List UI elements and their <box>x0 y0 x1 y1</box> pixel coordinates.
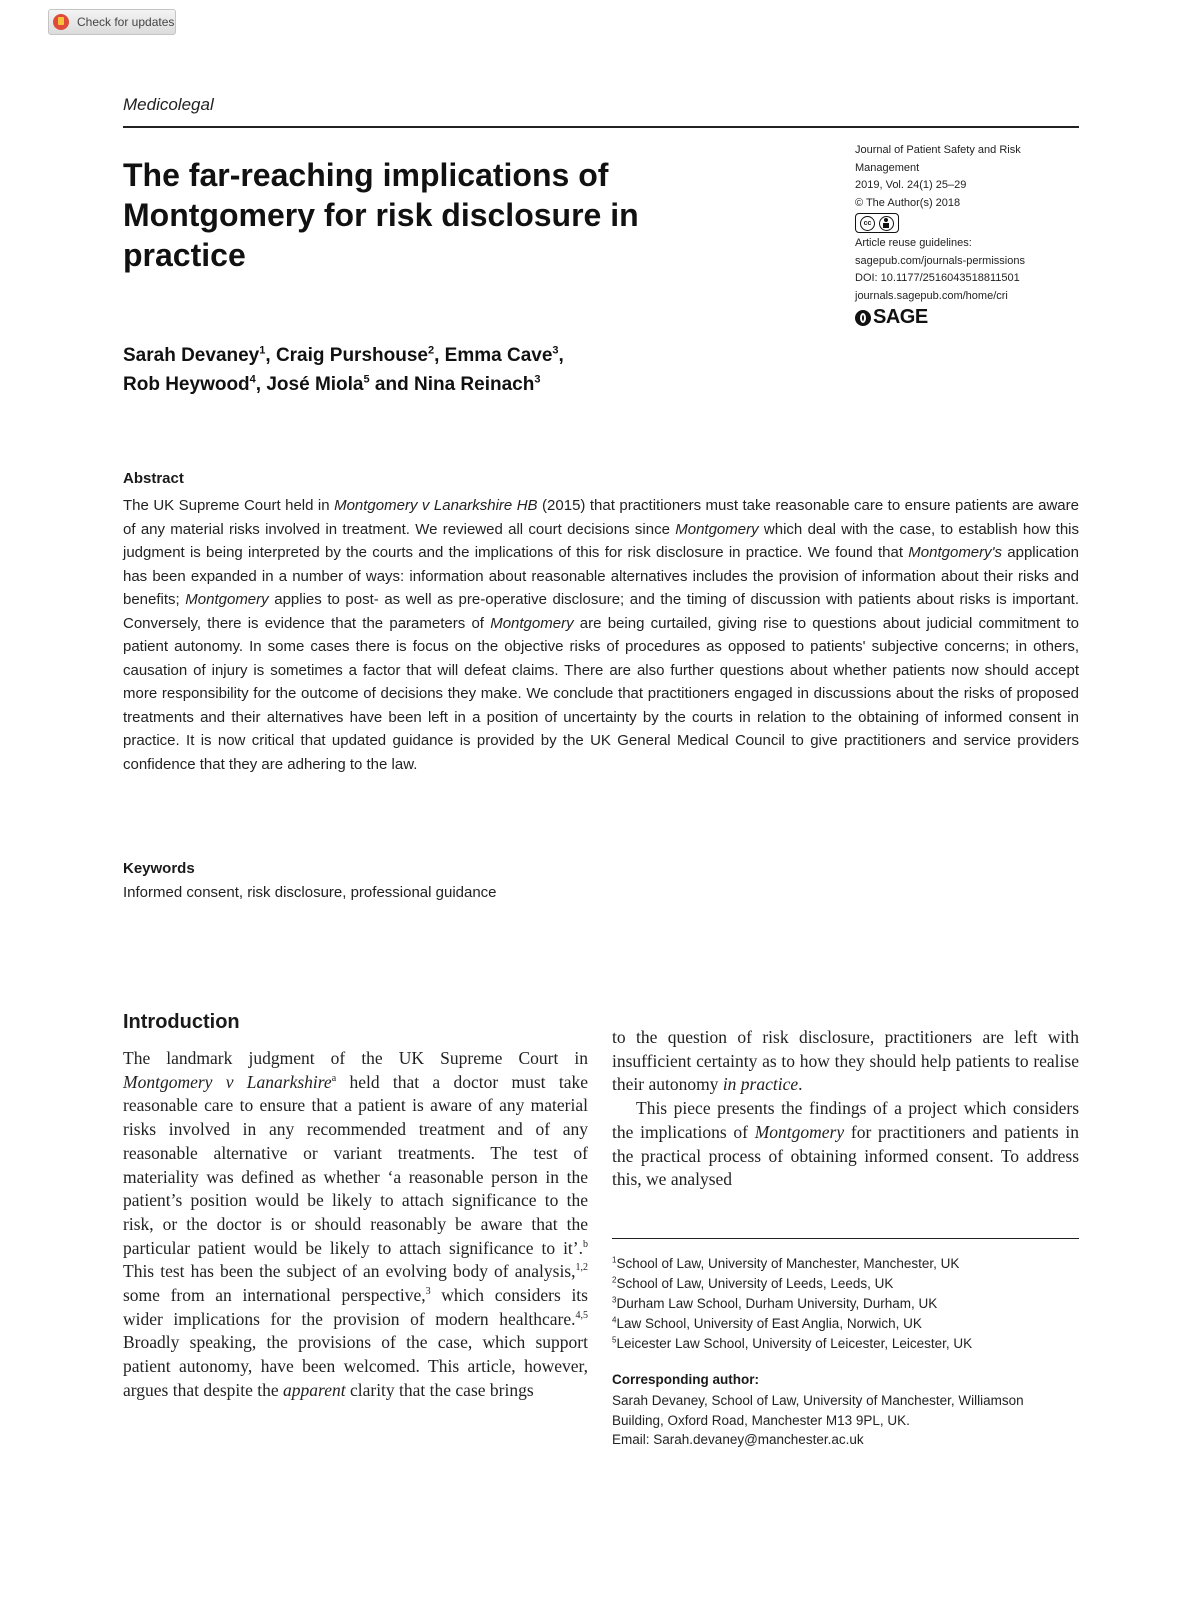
affiliation: $^2$School of Law, University of Leeds, Leeds, UK <box>612 1275 894 1291</box>
author: Emma Cave$^3$, <box>444 344 564 366</box>
affiliations-rule <box>612 1238 1079 1239</box>
affiliation: $^5$Leicester Law School, University of Leicester, Leicester, UK <box>612 1335 973 1351</box>
paragraph: This piece presents the findings of a project which considers the implications of Montgomery for practitioners and patients in the practical process of obtaining informed consent. To address this, we analysed <box>612 1098 1079 1190</box>
author: José Miola$^5$ and <box>266 373 414 395</box>
body-column-left <box>123 1047 588 1403</box>
author: Rob Heywood$^4$, <box>123 373 267 395</box>
crossmark-icon <box>53 14 69 30</box>
journal-link[interactable]: journals.sagepub.com/home/cri <box>855 289 1008 302</box>
corresponding-author: Sarah Devaney, School of Law, University of Manchester, Williamson Building, Oxford Road, Manchester M13 9PL, UK. Email: Sarah.devaney@manchester.ac.uk <box>612 1393 1024 1447</box>
journal-name-line1: Journal of Patient Safety and Risk <box>855 144 1021 156</box>
check-for-updates-label: Check for updates <box>77 15 175 29</box>
affiliations <box>612 1254 1079 1354</box>
body-column-right <box>612 1026 1079 1192</box>
doi[interactable]: DOI: 10.1177/2516043518811501 <box>855 272 1020 284</box>
citation: 2019, Vol. 24(1) 25–29 <box>855 179 967 191</box>
corresponding-author-heading: Corresponding author: <box>612 1372 759 1387</box>
cc-by-icon: cc <box>855 213 899 233</box>
check-for-updates-button[interactable] <box>48 9 176 35</box>
copyright: © The Author(s) 2018 <box>855 196 961 209</box>
reuse-label: Article reuse guidelines: <box>855 237 972 249</box>
author: Sarah Devaney$^1$, <box>123 344 276 366</box>
keywords-text: Informed consent, risk disclosure, professional guidance <box>123 884 497 901</box>
journal-meta <box>855 142 1080 327</box>
paragraph: The landmark judgment of the UK Supreme Court in Montgomery v Lanarkshire$^a$ held that a doctor must take reasonable care to ensure that a patient is aware of any material risks involved in any recommended treatment and of any reasonable alternative or variant treatments. The test of materiality was defined as whether ‘a reasonable person in the patient’s position would be likely to attach significance to the risk, or the doctor is or should reasonably be aware that the particular patient would be likely to attach significance to it’.$^b$ This test has been the subject of an evolving body of analysis,$^{1,2}$ some from an international perspective,$^3$ which considers its wider implications for the provision of modern healthcare.$^{4,5}$ Broadly speaking, the provisions of the case, which support patient autonomy, have been welcomed. This article, however, argues that despite the apparent clarity that the case brings <box>123 1048 588 1400</box>
author: Craig Purshouse$^2$, <box>275 344 445 366</box>
keywords-heading: Keywords <box>123 860 195 877</box>
affiliation: $^1$School of Law, University of Manchester, Manchester, UK <box>612 1255 960 1271</box>
email-link[interactable]: Sarah.devaney@manchester.ac.uk <box>653 1432 864 1447</box>
header-rule <box>123 126 1079 128</box>
author-list <box>123 341 723 399</box>
paragraph: to the question of risk disclosure, practitioners are left with insufficient certainty as to how they should help patients to realise their autonomy in practice. <box>612 1027 1079 1095</box>
affiliation: $^3$Durham Law School, Durham University, Durham, UK <box>612 1295 938 1311</box>
abstract-text: The UK Supreme Court held in Montgomery v Lanarkshire HB (2015) that practitioners must take reasonable care to ensure patients are aware of any material risks involved in treatment. We reviewed all court decisions since Montgomery which deal with the case, to establish how this judgment is being interpreted by the courts and the implications of this for risk disclosure in practice. We found that Montgomery's application has been expanded in a number of ways: information about reasonable alternatives includes the provision of information about their risks and benefits; Montgomery applies to post- as well as pre-operative disclosure; and the timing of discussion with patients about risks is important. Conversely, there is evidence that the parameters of Montgomery are being curtailed, giving rise to questions about judicial commitment to patient autonomy. In some cases there is focus on the objective risks of procedures as opposed to patients' subjective concerns; in others, causation of injury is sometimes a factor that will defeat claims. There are also further questions about whether patients now should accept more responsibility for the outcome of decisions they make. We conclude that practitioners engaged in discussions about the risks of proposed treatments and their alternatives have been left in a position of uncertainty by the courts in relation to the obtaining of informed consent in practice. It is now critical that updated guidance is provided by the UK General Medical Council to give practitioners and service providers confidence that they are adhering to the law. <box>123 497 1080 773</box>
reuse-link[interactable]: sagepub.com/journals-permissions <box>855 254 1025 267</box>
article-title: The far-reaching implications of Montgomery for risk disclosure in practice <box>123 157 639 273</box>
journal-name-line2: Management <box>855 161 920 174</box>
abstract-heading: Abstract <box>123 470 184 487</box>
section-tag: Medicolegal <box>123 95 214 114</box>
affiliation: $^4$Law School, University of East Anglia, Norwich, UK <box>612 1315 922 1331</box>
introduction-heading: Introduction <box>123 1011 240 1033</box>
sage-logo: SAGE <box>855 309 1080 327</box>
author: Nina Reinach$^3$ <box>413 373 541 395</box>
sage-mark-icon <box>855 310 871 326</box>
